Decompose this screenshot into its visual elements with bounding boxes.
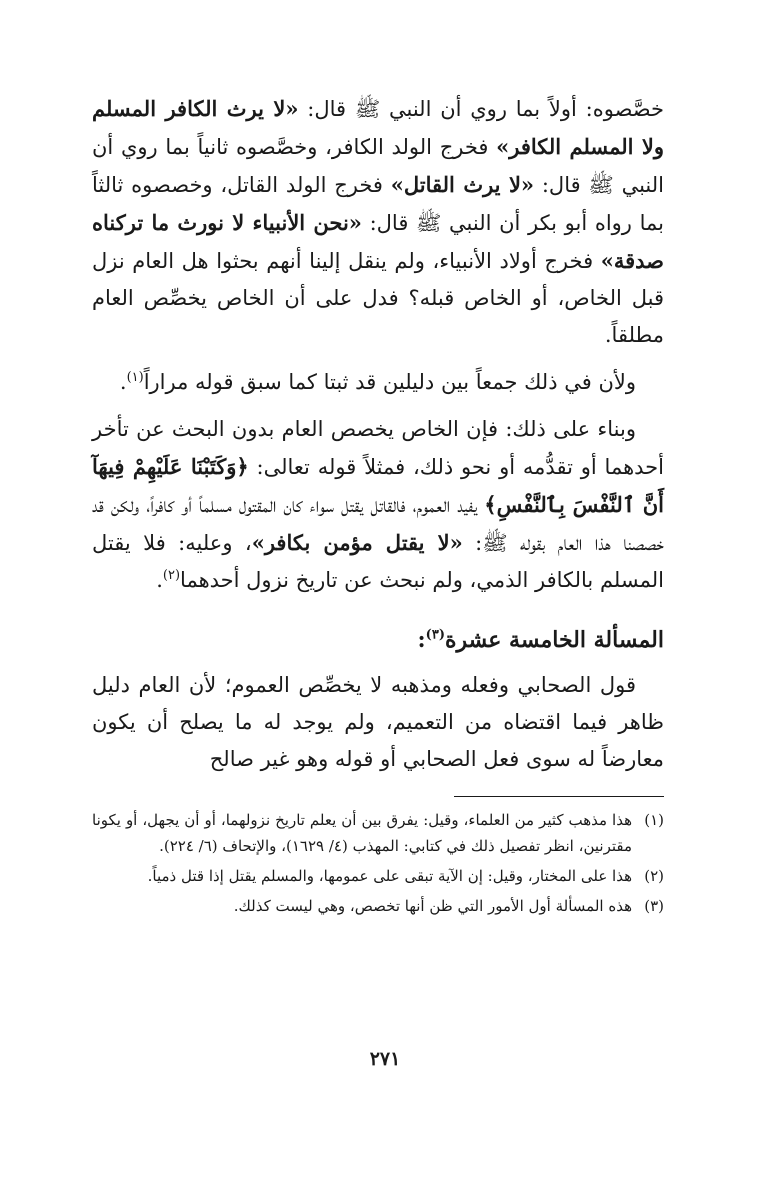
heading-text: المسألة الخامسة عشرة (444, 627, 664, 653)
footnote-ref[interactable]: (٣) (425, 627, 445, 643)
paragraph-companion-opinion (92, 667, 664, 778)
footnote-ref[interactable]: (٢) (162, 568, 181, 583)
section-heading (92, 621, 664, 659)
paragraph-text: فخرج أولاد الأنبياء، ولم ينقل إلينا أنهم بحثوا هل العام نزل قبل الخاص، أو الخاص قبله؟ فدل على أن الخاص يخصِّص العام مطلقاً. (92, 249, 664, 347)
hadith-quote: «لا يقتل مؤمن بكافر» (251, 530, 463, 555)
footnote-number: (٣) (644, 897, 664, 915)
hadith-quote: «نحن الأنبياء لا نورث ما تركناه صدقة» (92, 210, 664, 273)
quran-verse: ﴿وَكَتَبْنَا عَلَيْهِمْ فِيهَآ أَنَّ ٱلنَّفْسَ بِٱلنَّفْسِ﴾ (92, 454, 664, 517)
footnotes (92, 807, 664, 919)
paragraph-text: وبناء على ذلك: فإن الخاص يخصص العام بدون البحث عن تأخر أحدهما أو تقدُّمه أو نحو ذلك، فمثلاً قوله تعالى: (92, 417, 664, 479)
footnote (92, 893, 664, 919)
paragraph-text: . (156, 568, 163, 592)
paragraph-consequence (92, 411, 664, 599)
paragraph-text: يفيد العموم، فالقاتل يقتل سواء كان المقتول مسلماً أو كافراً، ولكن قد خصصنا هذا العام بقوله ﷺ: (92, 493, 664, 555)
footnote-text: هذه المسألة أول الأمور التي ظن أنها تخصص، وهي ليست كذلك. (233, 897, 632, 915)
footnote-ref[interactable]: (١) (126, 370, 144, 385)
heading-text: : (417, 627, 426, 653)
footnote (92, 807, 664, 859)
paragraph-text: ولأن في ذلك جمعاً بين دليلين قد ثبتا كما سبق قوله مراراً (143, 370, 636, 394)
page-number: ٢٧١ (369, 1048, 401, 1070)
paragraph-text: فخرج الولد القاتل، وخصصوه ثالثاً بما رواه أبو بكر أن النبي ﷺ قال: (92, 173, 664, 235)
footnote (92, 863, 664, 889)
page-body (92, 90, 664, 923)
footnote-number: (٢) (644, 867, 664, 885)
paragraph-text: قول الصحابي وفعله ومذهبه لا يخصِّص العموم؛ لأن العام دليل ظاهر فيما اقتضاه من التعميم، ولم يوجد له ما يصلح أن يكون معارضاً له سوى فعل الصحابي أو قوله وهو غير صالح (92, 673, 664, 771)
hadith-quote: «لا يرث القاتل» (390, 172, 535, 197)
paragraph-text: فخرج الولد الكافر، وخصَّصوه ثانياً بما روي أن النبي ﷺ قال: (92, 135, 664, 197)
hadith-quote: «لا يرث الكافر المسلم ولا المسلم الكافر» (92, 96, 664, 159)
footnote-separator (454, 796, 664, 797)
paragraph-reconciliation (92, 364, 664, 401)
paragraph-text: . (119, 370, 127, 394)
paragraph-text: ، وعليه: فلا يقتل المسلم بالكافر الذمي، ولم نبحث عن تاريخ نزول أحدهما (92, 531, 664, 592)
paragraph-specialization-examples (92, 90, 664, 354)
footnote-text: هذا مذهب كثير من العلماء، وقيل: يفرق بين أن يعلم تاريخ نزولهما، أو أن يجهل، أو يكونا مقترنين، انظر تفصيل ذلك في كتابي: المهذب (٤/ ١٦٢٩)، والإتحاف (٦/ ٢٢٤). (92, 811, 632, 855)
footnote-number: (١) (644, 811, 664, 829)
footnote-text: هذا على المختار، وقيل: إن الآية تبقى على عمومها، والمسلم يقتل إذا قتل ذمياً. (147, 867, 632, 885)
paragraph-text: خصَّصوه: أولاً بما روي أن النبي ﷺ قال: (298, 97, 664, 121)
